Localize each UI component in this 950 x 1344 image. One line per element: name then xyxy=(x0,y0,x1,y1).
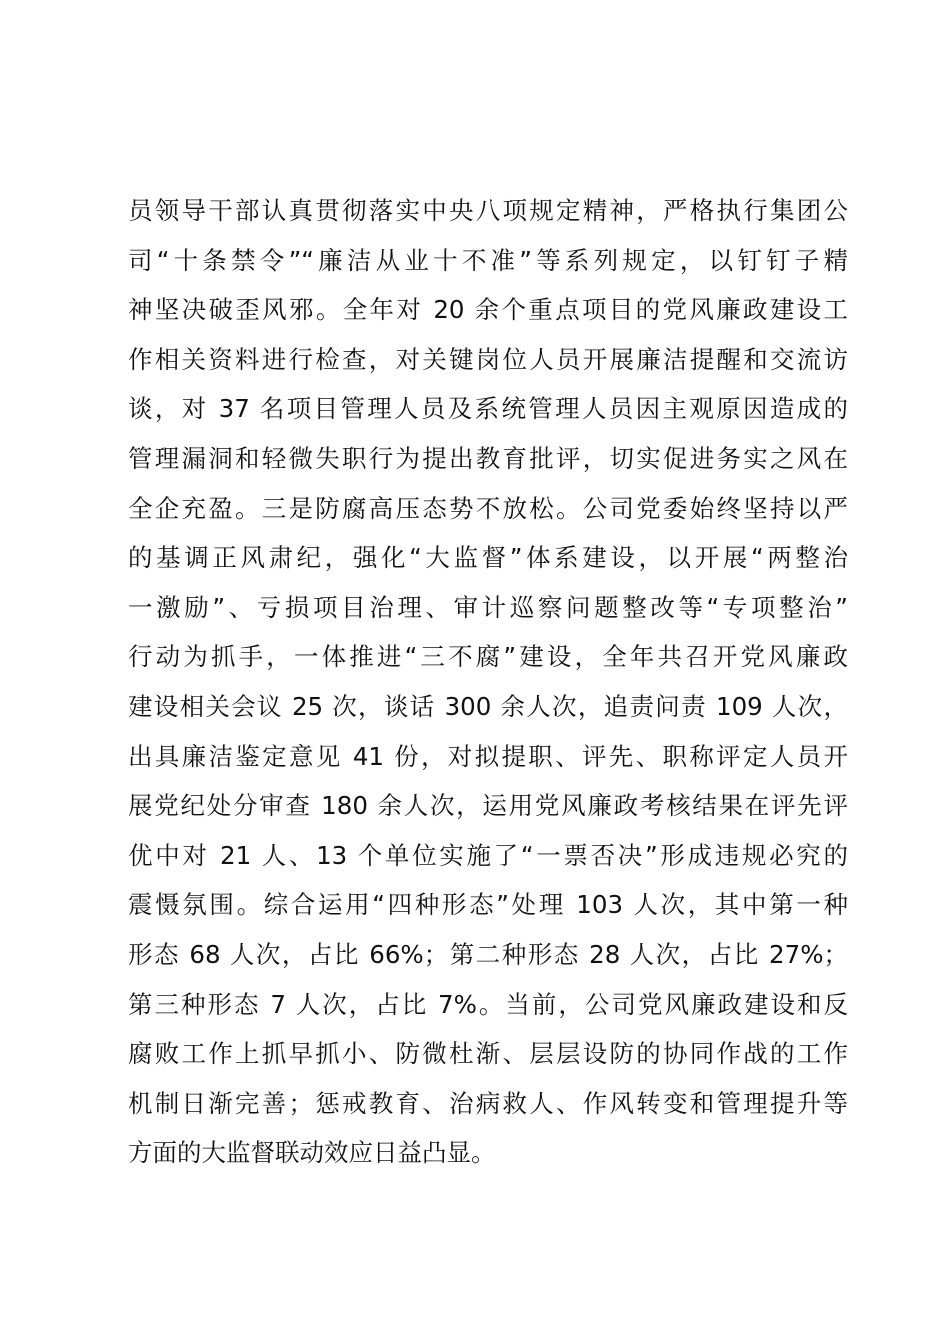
text-line-1: 员领导干部认真贯彻落实中央八项规定精神，严格执行集团公 xyxy=(128,196,848,225)
text-line-10: 行动为抓手，一体推进“三不腐”建设，全年共召开党风廉政 xyxy=(128,642,848,672)
text-line-7: 全企充盈。三是防腐高压态势不放松。公司党委始终坚持以严 xyxy=(128,493,848,523)
text-line-14: 优中对 21 人、13 个单位实施了“一票否决”形成违规必究的 xyxy=(128,840,848,870)
text-line-20: 方面的大监督联动效应日益凸显。 xyxy=(128,1138,496,1168)
text-line-16: 形态 68 人次，占比 66%；第二种形态 28 人次，占比 27%； xyxy=(128,939,848,969)
text-line-11: 建设相关会议 25 次，谈话 300 余人次，追责问责 109 人次， xyxy=(128,691,848,721)
text-line-6: 管理漏洞和轻微失职行为提出教育批评，切实促进务实之风在 xyxy=(128,443,848,473)
text-line-12: 出具廉洁鉴定意见 41 份，对拟提职、评先、职称评定人员开 xyxy=(128,741,848,771)
text-line-8: 的基调正风肃纪，强化“大监督”体系建设，以开展“两整治 xyxy=(128,543,848,573)
text-line-18: 腐败工作上抓早抓小、防微杜渐、层层设防的协同作战的工作 xyxy=(128,1039,848,1069)
text-line-5: 谈，对 37 名项目管理人员及系统管理人员因主观原因造成的 xyxy=(128,394,848,424)
body-paragraph xyxy=(128,186,848,1178)
text-line-3: 神坚决破歪风邪。全年对 20 余个重点项目的党风廉政建设工 xyxy=(128,295,848,325)
text-line-15: 震慑氛围。综合运用“四种形态”处理 103 人次，其中第一种 xyxy=(128,890,848,920)
text-line-2: 司“十条禁令”“廉洁从业十不准”等系列规定，以钉钉子精 xyxy=(128,245,848,275)
text-line-19: 机制日渐完善；惩戒教育、治病救人、作风转变和管理提升等 xyxy=(128,1088,848,1118)
text-line-9: 一激励”、亏损项目治理、审计巡察问题整改等“专项整治” xyxy=(128,592,848,622)
text-line-13: 展党纪处分审查 180 余人次，运用党风廉政考核结果在评先评 xyxy=(128,791,848,821)
text-line-4: 作相关资料进行检查，对关键岗位人员开展廉洁提醒和交流访 xyxy=(128,344,848,374)
text-line-17: 第三种形态 7 人次，占比 7%。当前，公司党风廉政建设和反 xyxy=(128,989,848,1019)
